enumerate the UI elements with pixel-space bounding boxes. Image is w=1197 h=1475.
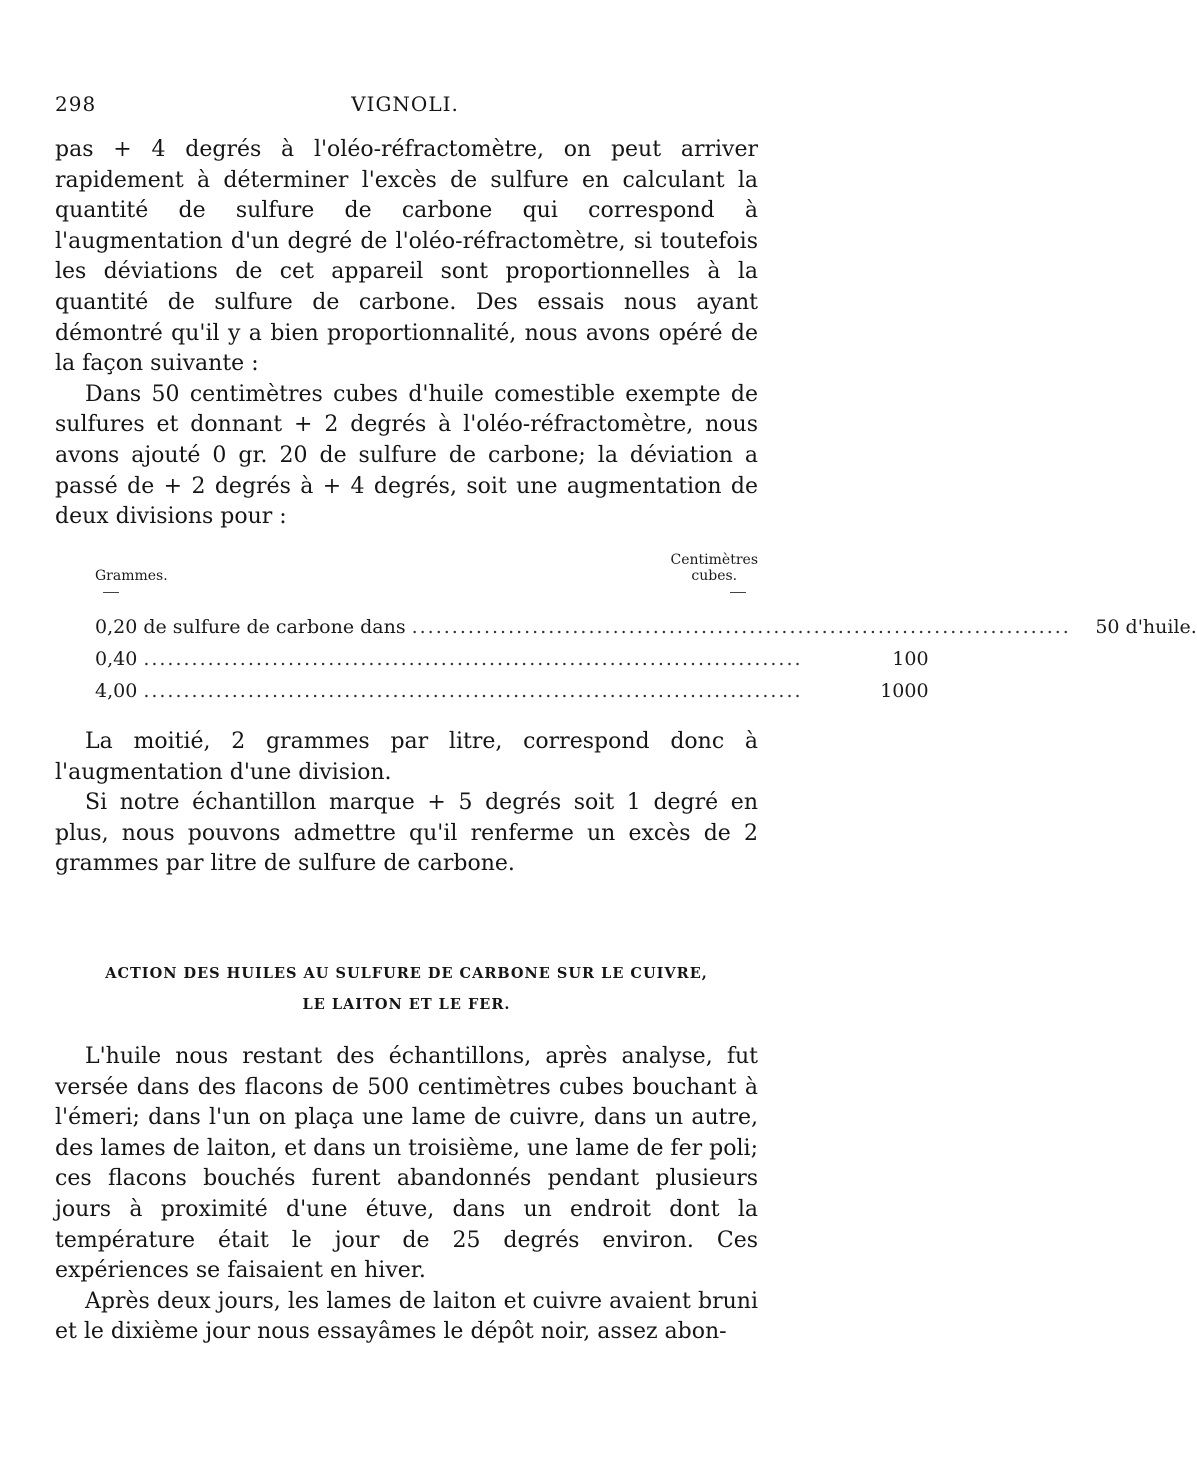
row-value: 100 xyxy=(892,648,929,670)
paragraph: L'huile nous restant des échantillons, après analyse, fut versée dans des flacons de 500 centimètres cubes bouchant à l'émeri; dans l'un on plaça une lame de cuivre, dans un autre, des lames de laiton, et dans un troisième, une lame de fer poli; ces flacons bouchés furent abandonnés pendant plusieurs jours à proximité d'une étuve, dans un endroit dont la température était le jour de 25 degrés environ. Ces expériences se faisaient en hiver. xyxy=(55,1044,758,1284)
row-value: 1000 xyxy=(880,680,929,702)
running-title: VIGNOLI. xyxy=(351,92,459,116)
section-heading xyxy=(55,958,758,1020)
page-number: 298 xyxy=(55,92,97,116)
column-header-line: cubes. xyxy=(691,568,738,584)
table-header xyxy=(95,540,758,584)
row-label: 0,40 xyxy=(95,648,138,670)
table-row xyxy=(95,648,929,680)
row-value: 50 d'huile. xyxy=(1095,616,1197,638)
table-row xyxy=(95,680,929,712)
paragraph: Après deux jours, les lames de laiton et cuivre avaient bruni et le dixième jour nous essayâmes le dépôt noir, assez abon- xyxy=(55,1288,758,1345)
header-dash xyxy=(103,592,119,593)
row-label: 0,20 de sulfure de carbone dans xyxy=(95,616,406,638)
paragraph: Dans 50 centimètres cubes d'huile comestible exempte de sulfures et donnant + 2 degrés à l'oléo-réfractomètre, nous avons ajouté 0 gr. 20 de sulfure de carbone; la déviation a passé de + 2 degrés à + 4 degrés, soit une augmentation de deux divisions pour : xyxy=(55,381,758,530)
measurement-table xyxy=(95,540,1197,712)
dot-leader: .................................................................................. xyxy=(143,680,803,702)
paragraph: La moitié, 2 grammes par litre, correspond donc à l'augmentation d'une division. xyxy=(55,729,758,785)
text-block-top xyxy=(55,135,758,533)
paragraph: pas + 4 degrés à l'oléo-réfractomètre, on peut arriver rapidement à déterminer l'excès de sulfure en calculant la quantité de sulfure de carbone qui correspond à l'augmentation d'un degré de l'oléo-réfractomètre, si toutefois les déviations de cet appareil sont proportionnelles à la quantité de sulfure de carbone. Des essais nous ayant démontré qu'il y a bien proportionnalité, nous avons opéré de la façon suivante : xyxy=(55,137,758,377)
dot-leader: .................................................................................. xyxy=(411,616,1071,638)
column-header-grammes: Grammes. xyxy=(95,568,168,584)
dot-leader: .................................................................................. xyxy=(143,648,803,670)
section-heading-line: LE LAITON ET LE FER. xyxy=(302,996,511,1013)
running-head xyxy=(55,92,755,122)
row-label: 4,00 xyxy=(95,680,138,702)
column-header-centimetres xyxy=(671,552,758,584)
header-dash xyxy=(730,592,746,593)
header-rule-row xyxy=(95,584,758,606)
column-header-line: Centimètres xyxy=(670,552,758,568)
section-heading-line: ACTION DES HUILES AU SULFURE DE CARBONE SUR LE CUIVRE, xyxy=(105,965,708,982)
paragraph: Si notre échantillon marque + 5 degrés soit 1 degré en plus, nous pouvons admettre qu'il renferme un excès de 2 grammes par litre de sulfure de carbone. xyxy=(55,790,758,877)
table-row xyxy=(95,616,1197,648)
text-block-middle xyxy=(55,727,758,880)
text-block-bottom xyxy=(55,1042,758,1348)
